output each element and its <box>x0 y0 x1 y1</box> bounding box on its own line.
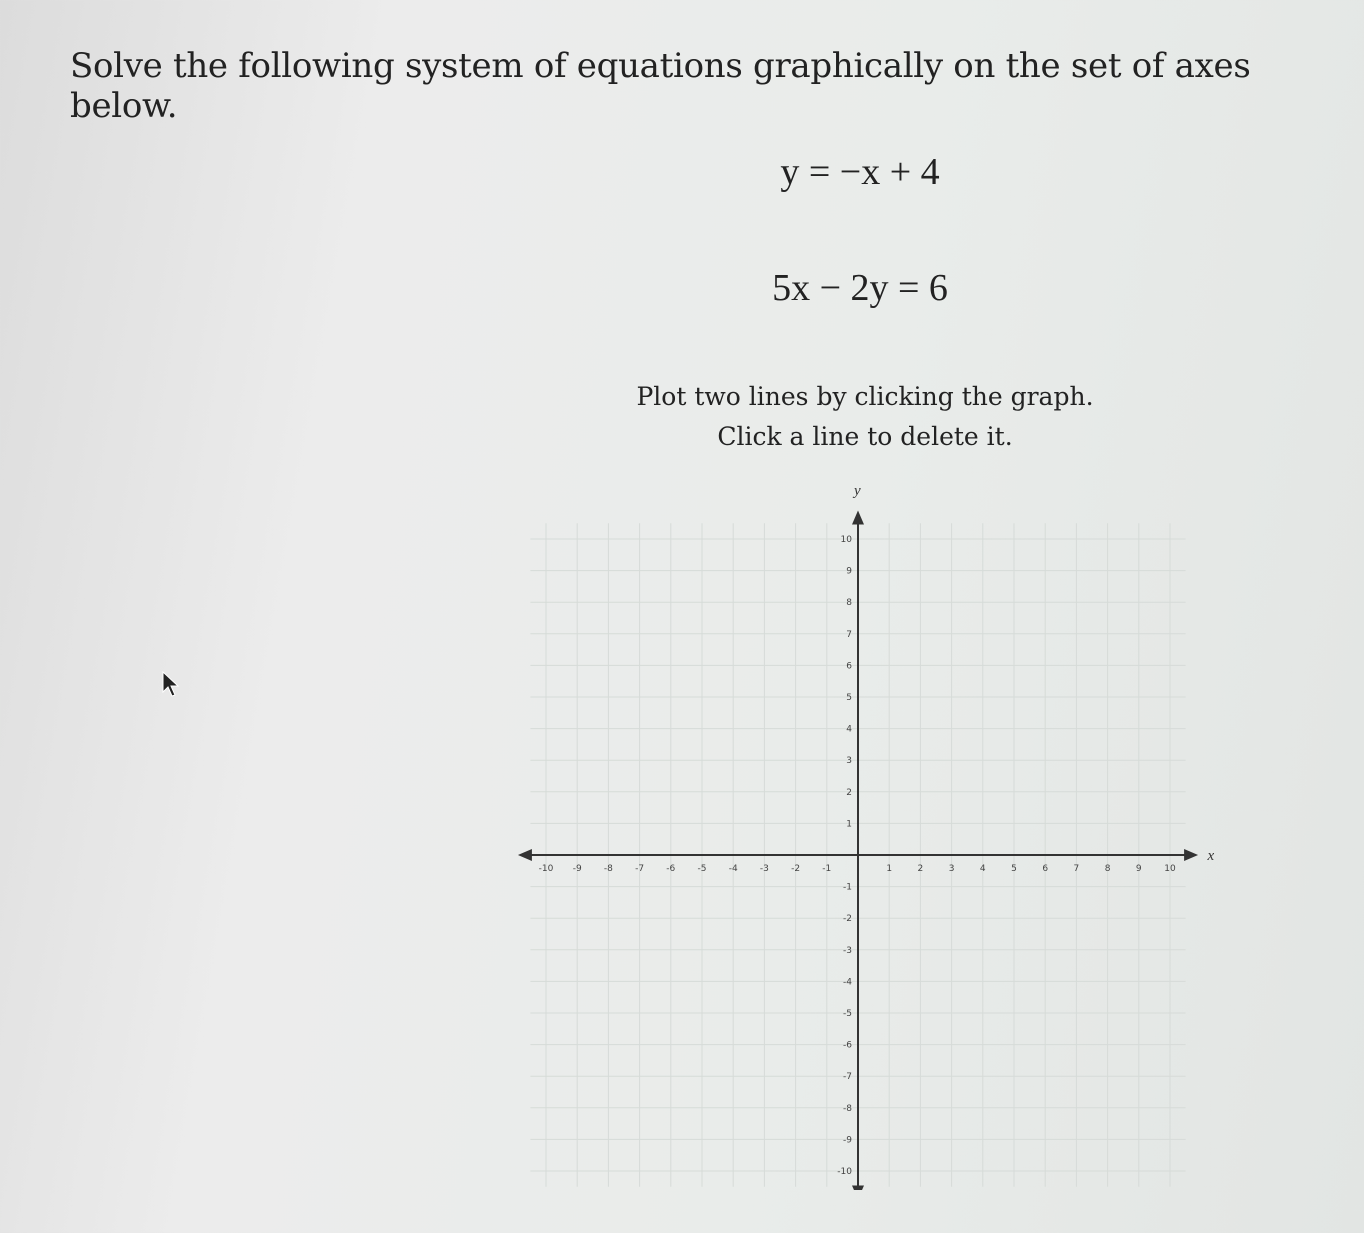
y-tick-label: -5 <box>843 1009 852 1019</box>
y-tick-label: 10 <box>840 535 852 545</box>
coordinate-graph[interactable] <box>500 470 1230 1190</box>
equation-2: 5x − 2y = 6 <box>772 267 948 309</box>
y-tick-label: 2 <box>846 787 852 798</box>
x-tick-label: 2 <box>917 864 924 874</box>
y-tick-label: -1 <box>843 882 852 893</box>
y-axis-arrow-down-icon <box>852 1185 864 1190</box>
y-tick-label: 8 <box>846 598 852 609</box>
y-tick-label: 3 <box>846 756 852 767</box>
x-tick-label: -1 <box>822 864 832 874</box>
y-tick-label: 4 <box>846 724 852 735</box>
y-tick-label: -4 <box>843 977 852 988</box>
y-tick-label: -7 <box>843 1072 852 1083</box>
y-tick-label: -10 <box>837 1167 852 1177</box>
x-tick-label: 5 <box>1011 864 1017 874</box>
x-tick-label: -3 <box>759 864 769 874</box>
x-tick-label: -8 <box>603 864 613 874</box>
y-tick-label: 6 <box>846 661 852 672</box>
x-tick-label: 10 <box>1164 864 1176 874</box>
x-axis-label: x <box>1207 848 1215 864</box>
x-tick-label: 7 <box>1073 864 1080 874</box>
y-tick-label: 7 <box>846 629 852 640</box>
x-tick-label: 9 <box>1135 864 1142 874</box>
x-tick-label: -10 <box>538 864 554 874</box>
x-tick-label: 6 <box>1042 864 1049 874</box>
x-tick-label: 8 <box>1104 864 1111 874</box>
x-tick-label: -2 <box>791 864 801 874</box>
y-axis-arrow-up-icon <box>852 511 864 525</box>
x-tick-label: -5 <box>697 864 707 874</box>
axes <box>518 511 1198 1190</box>
y-axis-label: y <box>854 482 861 499</box>
y-tick-label: -9 <box>843 1135 852 1146</box>
x-axis-arrow-left-icon <box>518 849 532 861</box>
x-tick-label: 1 <box>886 864 893 874</box>
question-prompt: Solve the following system of equations graphically on the set of axes below. <box>70 46 1251 126</box>
y-tick-label: 9 <box>846 566 852 577</box>
y-tick-label: -2 <box>843 914 852 925</box>
y-tick-label: 1 <box>846 819 852 830</box>
x-tick-label: 3 <box>948 864 955 874</box>
y-tick-label: 5 <box>846 693 852 703</box>
y-tick-label: -3 <box>843 945 852 956</box>
x-tick-label: -6 <box>666 864 676 874</box>
equation-1: y = −x + 4 <box>780 151 940 193</box>
x-tick-label: -4 <box>728 864 738 874</box>
x-tick-label: -9 <box>572 864 582 874</box>
x-tick-label: 4 <box>979 864 986 874</box>
y-tick-label: -8 <box>843 1103 852 1114</box>
instruction-delete: Click a line to delete it. <box>717 422 1013 451</box>
y-tick-label: -6 <box>843 1040 852 1051</box>
mouse-pointer-icon <box>160 670 184 700</box>
x-axis-arrow-right-icon <box>1184 849 1198 861</box>
instruction-plot: Plot two lines by clicking the graph. <box>636 382 1094 411</box>
x-tick-label: -7 <box>635 864 645 874</box>
